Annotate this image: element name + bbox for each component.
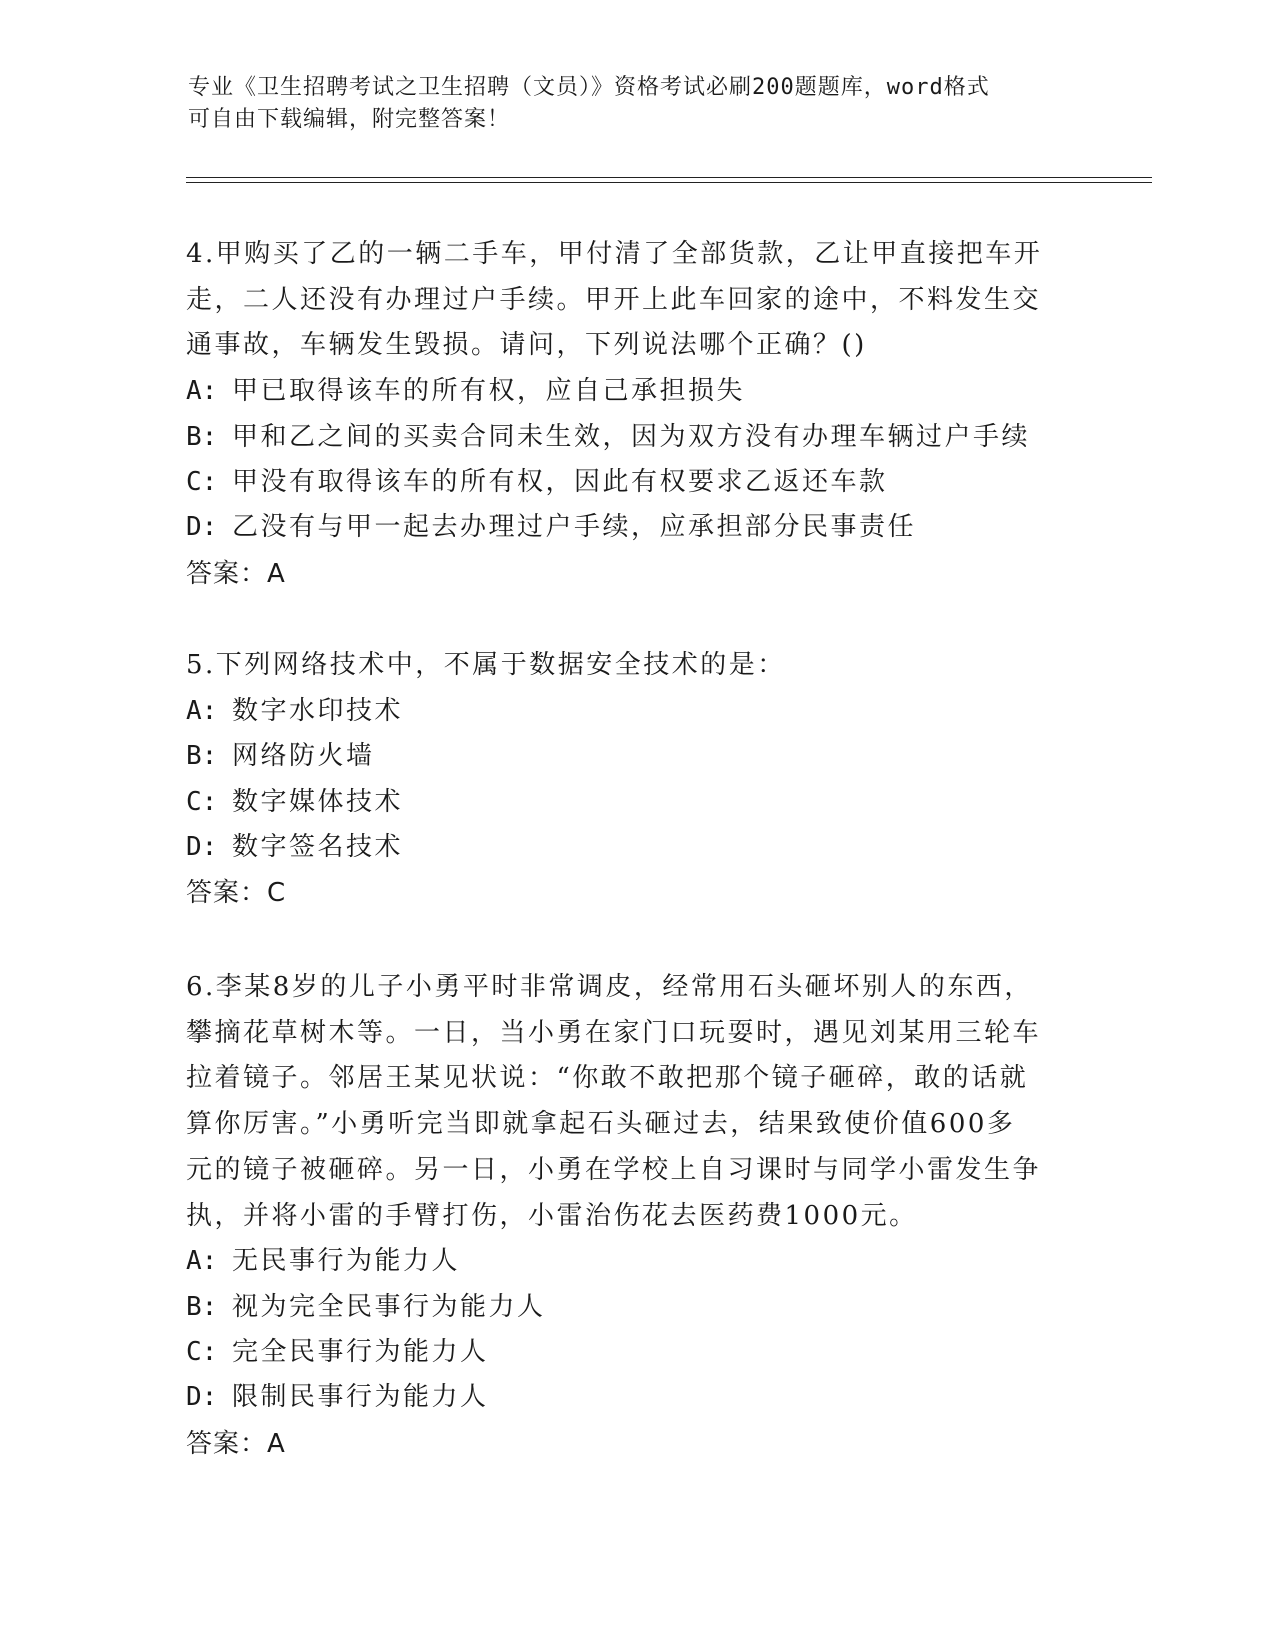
question-stem-line: 执，并将小雷的手臂打伤，小雷治伤花去医药费1000元。 — [186, 1200, 918, 1231]
option-letter: D: — [186, 512, 218, 543]
option-text: 无民事行为能力人 — [232, 1246, 461, 1277]
option-letter: C: — [186, 786, 218, 817]
option-text: 数字签名技术 — [232, 831, 404, 862]
answer-line: 答案：C — [186, 878, 287, 909]
option-text: 视为完全民事行为能力人 — [232, 1291, 546, 1322]
header-line-1: 专业《卫生招聘考试之卫生招聘（文员）》资格考试必刷200题题库，word格式 — [188, 75, 990, 100]
option-text: 数字媒体技术 — [232, 786, 404, 817]
option-c — [186, 460, 1086, 505]
option-a — [186, 689, 1086, 734]
option-letter: C: — [186, 466, 218, 497]
option-text: 甲没有取得该车的所有权，因此有权要求乙返还车款 — [232, 466, 888, 497]
question-6 — [186, 965, 1086, 1467]
option-letter: C: — [186, 1337, 218, 1368]
option-letter: A: — [186, 695, 218, 726]
header-divider-top — [186, 177, 1152, 178]
option-text: 乙没有与甲一起去办理过户手续，应承担部分民事责任 — [232, 512, 917, 543]
option-text: 甲已取得该车的所有权，应自己承担损失 — [232, 376, 746, 407]
option-letter: B: — [186, 421, 218, 452]
option-letter: A: — [186, 376, 218, 407]
question-stem-line: 算你厉害。”小勇听完当即就拿起石头砸过去，结果致使价值600多 — [186, 1109, 1016, 1140]
option-letter: B: — [186, 741, 218, 772]
answer-line: 答案：A — [186, 1428, 286, 1459]
option-letter: D: — [186, 1382, 218, 1413]
option-d — [186, 505, 1086, 550]
question-stem-line: 4.甲购买了乙的一辆二手车，甲付清了全部货款，乙让甲直接把车开 — [186, 239, 1043, 269]
question-stem-line: 元的镜子被砸碎。另一日，小勇在学校上自习课时与同学小雷发生争 — [186, 1154, 1042, 1185]
question-5 — [186, 643, 1086, 916]
option-b — [186, 415, 1086, 460]
question-stem-line: 攀摘花草树木等。一日，当小勇在家门口玩耍时，遇见刘某用三轮车 — [186, 1017, 1042, 1048]
option-letter: D: — [186, 831, 218, 862]
question-stem-line: 拉着镜子。邻居王某见状说：“你敢不敢把那个镜子砸碎，敢的话就 — [186, 1063, 1029, 1094]
option-text: 甲和乙之间的买卖合同未生效，因为双方没有办理车辆过户手续 — [232, 421, 1031, 452]
option-letter: B: — [186, 1291, 218, 1322]
option-letter: A: — [186, 1246, 218, 1277]
header-divider-bottom — [186, 182, 1152, 183]
option-d — [186, 1375, 1086, 1420]
question-stem-line: 5.下列网络技术中，不属于数据安全技术的是： — [186, 650, 786, 680]
question-stem-line: 走，二人还没有办理过户手续。甲开上此车回家的途中，不料发生交 — [186, 284, 1042, 315]
header-line-2: 可自由下载编辑，附完整答案！ — [188, 107, 511, 132]
question-stem-line: 通事故，车辆发生毁损。请问，下列说法哪个正确？() — [186, 330, 867, 361]
question-stem-line: 6.李某8岁的儿子小勇平时非常调皮，经常用石头砸坏别人的东西， — [186, 972, 1033, 1002]
option-d — [186, 825, 1086, 870]
option-c — [186, 780, 1086, 825]
document-header — [188, 72, 1068, 136]
question-4 — [186, 232, 1086, 597]
answer-line: 答案：A — [186, 558, 286, 589]
option-b — [186, 734, 1086, 779]
option-b — [186, 1285, 1086, 1330]
option-a — [186, 369, 1086, 414]
option-text: 完全民事行为能力人 — [232, 1337, 489, 1368]
option-text: 网络防火墙 — [232, 741, 375, 772]
option-c — [186, 1330, 1086, 1375]
option-text: 数字水印技术 — [232, 695, 404, 726]
option-text: 限制民事行为能力人 — [232, 1382, 489, 1413]
option-a — [186, 1239, 1086, 1284]
